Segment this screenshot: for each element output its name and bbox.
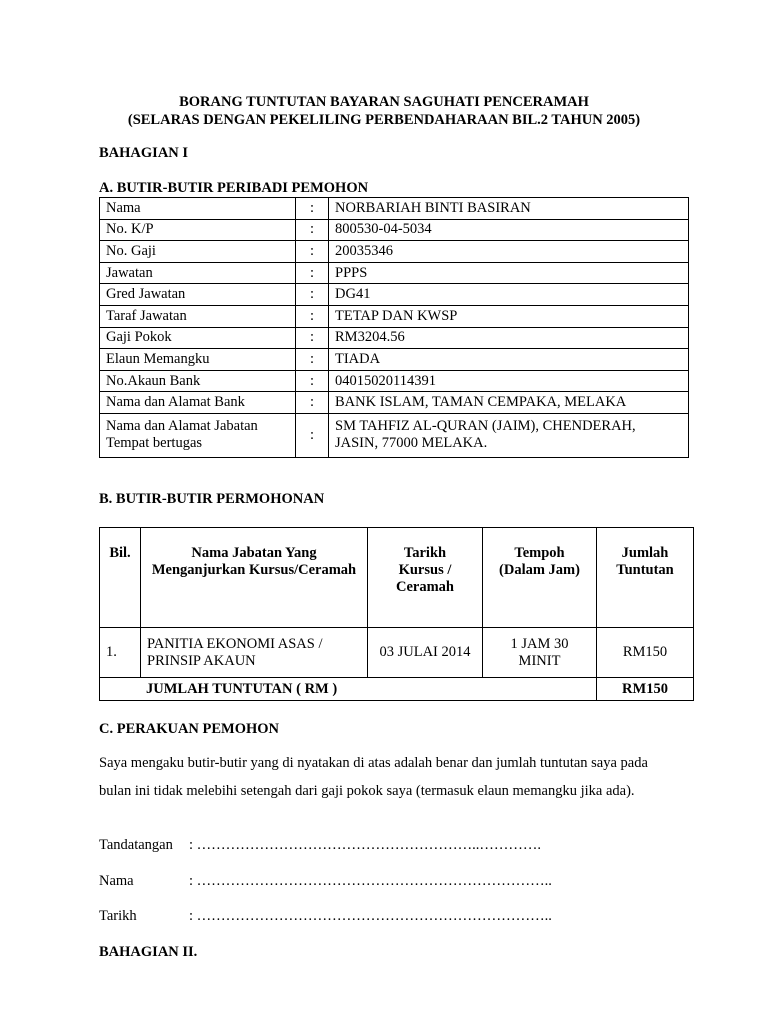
part2-heading: BAHAGIAN II. [99,944,198,960]
header-tarikh: Tarikh Kursus / Ceramah [368,528,483,628]
section-a-heading: A. BUTIR-BUTIR PERIBADI PEMOHON [99,180,369,196]
field-label: Nama [100,198,296,220]
field-colon: : [296,349,329,371]
field-value: DG41 [329,284,689,306]
table-row [100,349,689,371]
table-row [100,370,689,392]
date-field[interactable]: : ……………………………………………………………….. [189,908,552,924]
field-label: No. Gaji [100,241,296,263]
table-row [100,413,689,457]
field-colon: : [296,327,329,349]
field-colon: : [296,413,329,457]
field-value: BANK ISLAM, TAMAN CEMPAKA, MELAKA [329,392,689,414]
field-label: No. K/P [100,219,296,241]
total-label: JUMLAH TUNTUTAN ( RM ) [100,678,597,701]
table-row [100,262,689,284]
table-row [100,628,694,678]
field-value: TETAP DAN KWSP [329,305,689,327]
field-value: NORBARIAH BINTI BASIRAN [329,198,689,220]
header-bil: Bil. [100,528,141,628]
table-row [100,241,689,263]
header-jumlah: Jumlah Tuntutan [597,528,694,628]
declaration-line1: Saya mengaku butir-butir yang di nyatakan di atas adalah benar dan jumlah tuntutan saya pada [99,755,648,771]
field-value: RM3204.56 [329,327,689,349]
section-b-heading: B. BUTIR-BUTIR PERMOHONAN [99,491,325,507]
declaration-line2: bulan ini tidak melebihi setengah dari gaji pokok saya (termasuk elaun memangku jika ada). [99,782,635,799]
field-value: SM TAHFIZ AL-QURAN (JAIM), CHENDERAH, JASIN, 77000 MELAKA. [329,413,689,457]
personal-details-table [99,197,689,458]
field-colon: : [296,241,329,263]
row-jumlah: RM150 [597,628,694,678]
table-row [100,284,689,306]
field-colon: : [296,219,329,241]
row-bil: 1. [100,628,141,678]
table-row [100,392,689,414]
field-value: TIADA [329,349,689,371]
header-jabatan: Nama Jabatan Yang Menganjurkan Kursus/Ceramah [141,528,368,628]
name-field[interactable]: : ……………………………………………………………….. [189,873,552,889]
row-jabatan: PANITIA EKONOMI ASAS / PRINSIP AKAUN [141,628,368,678]
total-value: RM150 [597,678,694,701]
part1-heading: BAHAGIAN I [99,145,189,161]
declaration-paragraph [99,750,699,805]
field-label: No.Akaun Bank [100,370,296,392]
field-label: Elaun Memangku [100,349,296,371]
row-tarikh: 03 JULAI 2014 [368,628,483,678]
form-title-line2: (SELARAS DENGAN PEKELILING PERBENDAHARAAN BIL.2 TAHUN 2005) [127,112,641,128]
field-label: Gred Jawatan [100,284,296,306]
field-value: 20035346 [329,241,689,263]
field-colon: : [296,198,329,220]
signature-field[interactable]: : …………………………………………………..…………. [189,837,542,853]
field-label: Nama dan Alamat Bank [100,392,296,414]
table-row [100,219,689,241]
table-row [100,198,689,220]
field-label: Jawatan [100,262,296,284]
table-row [100,305,689,327]
field-value: 800530-04-5034 [329,219,689,241]
signature-label: Tandatangan [99,837,173,853]
section-c-heading: C. PERAKUAN PEMOHON [99,721,280,737]
table-row [100,327,689,349]
field-colon: : [296,284,329,306]
total-row [100,678,694,701]
field-colon: : [296,370,329,392]
header-tempoh: Tempoh (Dalam Jam) [483,528,597,628]
field-value: PPPS [329,262,689,284]
field-label: Taraf Jawatan [100,305,296,327]
field-colon: : [296,262,329,284]
field-label: Gaji Pokok [100,327,296,349]
row-tempoh: 1 JAM 30 MINIT [483,628,597,678]
field-label: Nama dan Alamat Jabatan Tempat bertugas [100,413,296,457]
name-label: Nama [99,873,134,889]
field-colon: : [296,392,329,414]
field-colon: : [296,305,329,327]
date-label: Tarikh [99,908,137,924]
field-value: 04015020114391 [329,370,689,392]
application-details-table [99,527,694,701]
table-header-row [100,528,694,628]
form-title-line1: BORANG TUNTUTAN BAYARAN SAGUHATI PENCERAMAH [179,94,589,110]
